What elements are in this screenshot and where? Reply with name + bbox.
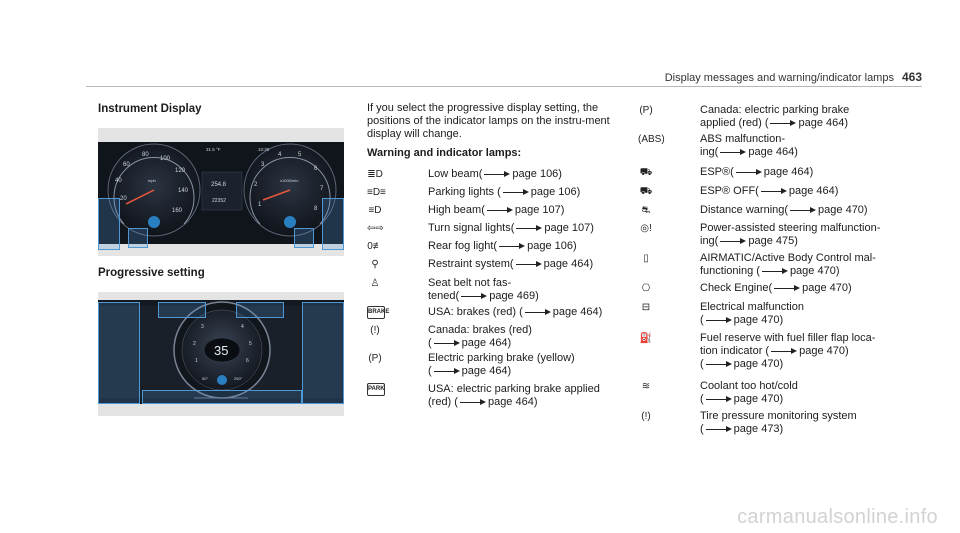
rpm-tick-8: 8	[314, 206, 318, 212]
lamp-item	[639, 185, 930, 198]
indicator-lamp-icon: BRAKE	[367, 306, 385, 319]
page-reference-arrow	[762, 267, 788, 276]
lamp-item	[641, 204, 930, 217]
lamp-item	[639, 332, 930, 371]
page-reference-arrow	[706, 425, 732, 434]
page-reference: page 464)	[552, 306, 603, 318]
speed-tick-120: 120	[175, 168, 186, 174]
lamp-label-cont: (	[428, 365, 432, 377]
lamp-label: ESP®(	[700, 166, 734, 178]
lamp-label-line	[700, 301, 930, 314]
speed-tick-140: 140	[178, 188, 189, 194]
page-reference-arrow	[516, 260, 542, 269]
lamp-label: Parking lights (	[428, 186, 501, 198]
header-title: Display messages and warning/indicator lamps	[664, 72, 894, 84]
speed-tick-40: 40	[115, 178, 122, 184]
lamp-label: Canada: brakes (red)	[428, 324, 532, 336]
lamp-label-line	[700, 252, 930, 265]
lamp-label: USA: brakes (red) (	[428, 306, 523, 318]
bottom-left-temp: 50°	[202, 376, 209, 381]
page-reference-arrow	[706, 360, 732, 369]
page-reference: page 464)	[487, 396, 538, 408]
lamp-label-line	[700, 380, 930, 393]
lamp-label: Power-assisted steering malfunction-	[700, 222, 881, 234]
intro-paragraph: If you select the progressive display setting, the positions of the indicator lamps on the instru-ment display will change.	[367, 102, 610, 140]
lamp-area-top-right	[236, 302, 284, 318]
indicator-lamp-icon: 0≢	[367, 241, 383, 252]
lamp-label-line	[428, 365, 668, 378]
indicator-lamp-icon: ⛽	[639, 333, 653, 344]
indicator-lamp-icon: (!)	[641, 411, 651, 422]
lamp-label: Fuel reserve with fuel filler flap loca-	[700, 332, 876, 344]
page-reference-arrow	[499, 242, 525, 251]
lamp-label-line	[700, 393, 930, 406]
lamp-label-line	[428, 324, 668, 337]
running-header	[665, 70, 922, 84]
indicator-lamp-icon: (ABS)	[638, 134, 665, 145]
page-reference-arrow	[720, 237, 746, 246]
lamp-item	[641, 301, 930, 327]
bottom-right-temp: 250°	[234, 376, 243, 381]
header-rule	[86, 86, 922, 87]
indicator-lamp-icon: ◎!	[640, 223, 652, 234]
indicator-lamp-icon: PARK	[367, 383, 385, 396]
page-reference: page 470)	[799, 345, 849, 357]
page-reference: page 475)	[748, 235, 798, 247]
indicator-lamp-icon: ≡D≡	[367, 187, 386, 198]
speed-tick-60: 60	[123, 162, 130, 168]
lamp-area-left	[98, 198, 120, 250]
page-reference-arrow	[484, 170, 510, 179]
indicator-lamp-icon: ≣D	[367, 169, 383, 180]
ring-tick-4: 4	[241, 324, 244, 330]
lamp-label-line	[428, 352, 668, 365]
indicator-lamp-icon: ≡D	[368, 205, 382, 216]
lamp-label-line	[700, 235, 930, 248]
lamp-label-cont: (	[700, 314, 704, 326]
lamp-label: Rear fog light(	[428, 240, 498, 252]
lamp-label: AIRMATIC/Active Body Control mal-	[700, 252, 876, 264]
indicator-lamp-icon: ♙	[370, 278, 380, 289]
rpm-tick-5: 5	[298, 152, 302, 158]
lamp-label-line	[428, 168, 668, 181]
page-reference: page 464)	[543, 258, 594, 270]
lamp-item	[638, 133, 930, 159]
lamp-label-line	[700, 166, 930, 179]
lamp-label-line	[428, 396, 668, 409]
page-reference-arrow	[771, 347, 797, 356]
rpm-tick-7: 7	[320, 186, 324, 192]
lamp-label: Seat belt not fas-	[428, 277, 512, 289]
lamp-label-line	[428, 290, 668, 303]
lamp-label-line	[700, 185, 930, 198]
speed-tick-100: 100	[160, 156, 171, 162]
lamp-label: Check Engine(	[700, 282, 773, 294]
indicator-lamp-icon: ⛟	[639, 167, 653, 178]
page-reference-arrow	[434, 367, 460, 376]
lamp-label: Restraint system(	[428, 258, 514, 270]
lamp-label: Distance warning(	[700, 204, 789, 216]
rpm-tick-6: 6	[314, 166, 318, 172]
speed-unit: mph	[148, 178, 156, 183]
lamp-label-line	[700, 265, 930, 278]
lamp-item	[368, 306, 668, 319]
page-reference-arrow	[720, 148, 746, 157]
indicator-lamp-icon: ▯	[643, 253, 649, 264]
speed-tick-160: 160	[172, 208, 183, 214]
page-reference: page 106)	[530, 186, 581, 198]
lamp-label-cont: (	[700, 358, 704, 370]
lamp-item	[371, 258, 668, 271]
rpm-tick-1: 1	[258, 202, 262, 208]
speed-tick-80: 80	[142, 152, 149, 158]
speed-tick-20: 20	[120, 196, 127, 202]
page-reference-arrow	[461, 292, 487, 301]
lamp-area-bottom	[142, 390, 302, 404]
clock: 10:30	[258, 147, 270, 152]
lamp-label-line	[700, 345, 930, 358]
page-reference: page 464)	[461, 365, 512, 377]
lamp-label-cont: tion indicator (	[700, 345, 770, 357]
page-reference-arrow	[525, 308, 551, 317]
lamp-label-line	[428, 222, 668, 235]
watermark: carmanualsonline.info	[737, 506, 938, 528]
page-reference-arrow	[790, 206, 816, 215]
lamp-item	[639, 104, 930, 130]
instrument-display-heading: Instrument Display	[98, 103, 202, 115]
lamp-label-line	[428, 277, 668, 290]
indicator-lamp-icon: ⊟	[641, 302, 651, 313]
lamp-area-top-left	[158, 302, 206, 318]
page-reference: page 107)	[514, 204, 565, 216]
lamp-label-line	[700, 222, 930, 235]
lamp-label-line	[428, 383, 668, 396]
lamp-item	[367, 186, 668, 199]
ring-tick-5: 5	[249, 341, 252, 347]
lamp-item	[367, 240, 668, 253]
lamp-label-line	[700, 358, 930, 371]
lamp-label-line	[700, 117, 930, 130]
lamp-label: USA: electric parking brake applied	[428, 383, 600, 395]
total-odometer: 22352	[212, 198, 226, 204]
page-reference: page 470)	[818, 204, 868, 216]
indicator-lamp-icon: (!)	[370, 325, 380, 336]
lamp-item	[367, 222, 668, 235]
page-reference: page 106)	[527, 240, 577, 252]
progressive-setting-image	[98, 292, 344, 416]
column-2-intro	[367, 102, 622, 163]
page-reference: page 470)	[733, 358, 784, 370]
page-reference-arrow	[460, 398, 486, 407]
ring-tick-2: 2	[193, 341, 196, 347]
lamp-item	[641, 380, 930, 406]
lamp-label-cont: ing(	[700, 235, 719, 247]
trip-odometer: 254.8	[211, 182, 227, 188]
indicator-lamp-icon: ≋	[641, 381, 651, 392]
rpm-tick-2: 2	[254, 182, 258, 188]
ring-tick-6: 6	[246, 358, 249, 364]
lamp-label-line	[428, 306, 668, 319]
indicator-lamp-icon: ⛟	[639, 186, 653, 197]
lamp-label: Coolant too hot/cold	[700, 380, 798, 392]
lamp-label: Canada: electric parking brake	[700, 104, 850, 116]
page-reference: page 464)	[788, 185, 839, 197]
page-reference-arrow	[503, 188, 529, 197]
lamp-label-cont: applied (red) (	[700, 117, 769, 129]
page-reference: page 464)	[798, 117, 849, 129]
lamp-label-cont: functioning (	[700, 265, 760, 277]
page-reference: page 464)	[461, 337, 512, 349]
lamp-item	[641, 410, 930, 436]
page-reference: page 469)	[489, 290, 539, 302]
lamp-item	[368, 383, 668, 409]
indicator-lamp-icon: (P)	[368, 353, 382, 364]
page-reference-arrow	[706, 395, 732, 404]
page-reference: page 464)	[763, 166, 814, 178]
lamp-item	[641, 282, 930, 295]
page-reference-arrow	[516, 224, 542, 233]
page-reference-arrow	[770, 119, 796, 128]
indicator-lamp-icon: ⚲	[371, 259, 379, 270]
lamp-item	[368, 352, 668, 378]
lamp-label-cont: tened(	[428, 290, 460, 302]
lamp-label: Low beam(	[428, 168, 483, 180]
lamp-label-line	[428, 240, 668, 253]
page-reference-arrow	[434, 339, 460, 348]
lamp-label-line	[428, 337, 668, 350]
ring-tick-3: 3	[201, 324, 204, 330]
page-reference: page 470)	[802, 282, 852, 294]
lamp-area-right	[322, 198, 344, 250]
indicator-lamp-icon: ⎔	[641, 283, 651, 294]
lamp-label-cont: (red) (	[428, 396, 458, 408]
lamp-label-line	[700, 104, 930, 117]
lamp-item	[367, 168, 668, 181]
lamp-label: Electric parking brake (yellow)	[428, 352, 575, 364]
lamp-area-bottom-right	[294, 228, 314, 248]
lamp-label-line	[700, 423, 930, 436]
page-reference: page 470)	[789, 265, 840, 277]
page-number: 463	[901, 70, 922, 84]
lamp-area-bottom-left	[128, 228, 148, 248]
lamp-label-line	[700, 332, 930, 345]
lamp-item	[370, 324, 668, 350]
page-reference: page 107)	[544, 222, 594, 234]
lamp-label-line	[700, 410, 930, 423]
lamp-label-line	[700, 282, 930, 295]
lamp-label: Turn signal lights(	[428, 222, 515, 234]
center-value: 35	[214, 343, 229, 358]
outside-temperature: 31.5 °F	[206, 147, 221, 152]
indicator-lamp-icon: (P)	[639, 105, 653, 116]
lamp-area-right	[302, 302, 344, 404]
page-reference: page 470)	[733, 393, 784, 405]
indicator-lamp-icon: ⛐	[641, 205, 651, 216]
ring-tick-1: 1	[195, 358, 198, 364]
page-reference-arrow	[706, 316, 732, 325]
lamp-label: ESP® OFF(	[700, 185, 759, 197]
lamp-label: ABS malfunction-	[700, 133, 785, 145]
page-reference-arrow	[487, 206, 513, 215]
page-reference: page 470)	[733, 314, 784, 326]
lamp-label-cont: ing(	[700, 146, 719, 158]
progressive-setting-heading: Progressive setting	[98, 267, 205, 279]
rpm-tick-3: 3	[261, 162, 265, 168]
lamp-label-line	[700, 146, 930, 159]
indicator-lamp-icon: ⇦⇨	[367, 223, 384, 234]
lamp-label-line	[700, 133, 930, 146]
lamp-label: Electrical malfunction	[700, 301, 804, 313]
lamp-label-cont: (	[428, 337, 432, 349]
lamp-item	[639, 166, 930, 179]
lamp-label-line	[700, 314, 930, 327]
lamp-label-cont: (	[700, 393, 704, 405]
page-reference-arrow	[761, 187, 787, 196]
lamp-label-line	[428, 186, 668, 199]
lamp-label-line	[428, 258, 668, 271]
lamp-item	[643, 252, 930, 278]
lamp-label-line	[428, 204, 668, 217]
page-reference: page 106)	[512, 168, 562, 180]
lamps-subheading: Warning and indicator lamps:	[367, 147, 522, 159]
lamp-item	[368, 204, 668, 217]
page-reference-arrow	[736, 168, 762, 177]
page-reference: page 473)	[733, 423, 784, 435]
rpm-unit: x1000/min	[280, 178, 299, 183]
instrument-display-image	[98, 128, 344, 256]
page-reference-arrow	[774, 284, 800, 293]
lamp-area-left	[98, 302, 140, 404]
lamp-label-line	[700, 204, 930, 217]
lamp-label: High beam(	[428, 204, 485, 216]
lamp-item	[370, 277, 668, 303]
lamp-label: Tire pressure monitoring system	[700, 410, 857, 422]
lamp-item	[640, 222, 930, 248]
page-reference: page 464)	[748, 146, 798, 158]
lamp-label-cont: (	[700, 423, 704, 435]
rpm-tick-4: 4	[278, 152, 282, 158]
